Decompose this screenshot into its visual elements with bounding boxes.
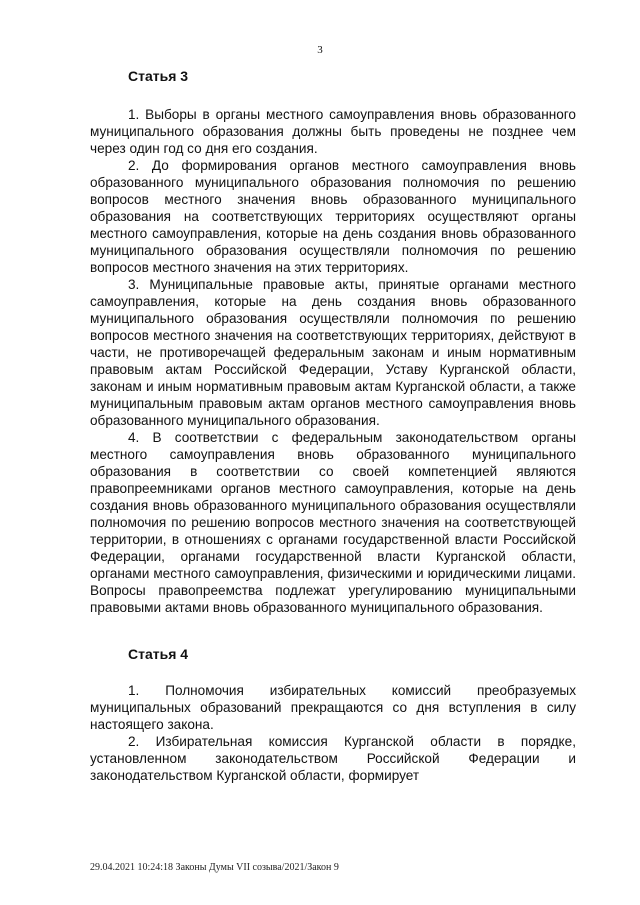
paragraph: 1. Полномочия избирательных комиссий преобразуемых муниципальных образований прекращаются со дня вступления в силу настоящего закона.: [90, 683, 576, 732]
article-3: [90, 66, 576, 616]
paragraph: 1. Выборы в органы местного самоуправления вновь образованного муниципального образования должны быть проведены не позднее чем через один год со дня его создания.: [90, 107, 576, 156]
article-heading: Статья 3: [128, 68, 189, 84]
paragraph: 4. В соответствии с федеральным законодательством органы местного самоуправления вновь образованного муниципального образования в соответствии со своей компетенцией являются правопреемниками органов местного самоуправления, которые на день создания вновь образованного муниципального образования осуществляли полномочия по решению вопросов местного значения на соответствующей территории, в отношениях с органами государственной власти Российской Федерации, органами государственной власти Курганской области, органами местного самоуправления, физическими и юридическими лицами. Вопросы правопреемства подлежат урегулированию муниципальными правовыми актами вновь образованного муниципального образования.: [90, 430, 576, 615]
article-4: [90, 644, 576, 784]
page-number: 3: [317, 44, 323, 56]
article-heading: Статья 4: [128, 646, 189, 662]
paragraph: 2. До формирования органов местного самоуправления вновь образованного муниципального образования полномочия по решению вопросов местного значения вновь образованного муниципального образования на соответствующих территориях осуществляют органы местного самоуправления, которые на день создания вновь образованного муниципального образования осуществляли полномочия по решению вопросов местного значения на этих территориях.: [90, 158, 576, 275]
paragraph: 3. Муниципальные правовые акты, принятые органами местного самоуправления, которые на день создания вновь образованного муниципального образования осуществляли полномочия по решению вопросов местного значения на соответствующих территориях, действуют в части, не противоречащей федеральным законам и иным нормативным правовым актам Российской Федерации, Уставу Курганской области, законам и иным нормативным правовым актам Курганской области, а также муниципальным правовым актам органов местного самоуправления вновь образованного муниципального образования.: [90, 277, 576, 428]
document-body: [90, 66, 576, 784]
document-footer: 29.04.2021 10:24:18 Законы Думы VII созыва/2021/Закон 9: [90, 862, 339, 873]
paragraph: 2. Избирательная комиссия Курганской области в порядке, установленном законодательством Российской Федерации и законодательством Курганской области, формирует: [90, 734, 576, 783]
